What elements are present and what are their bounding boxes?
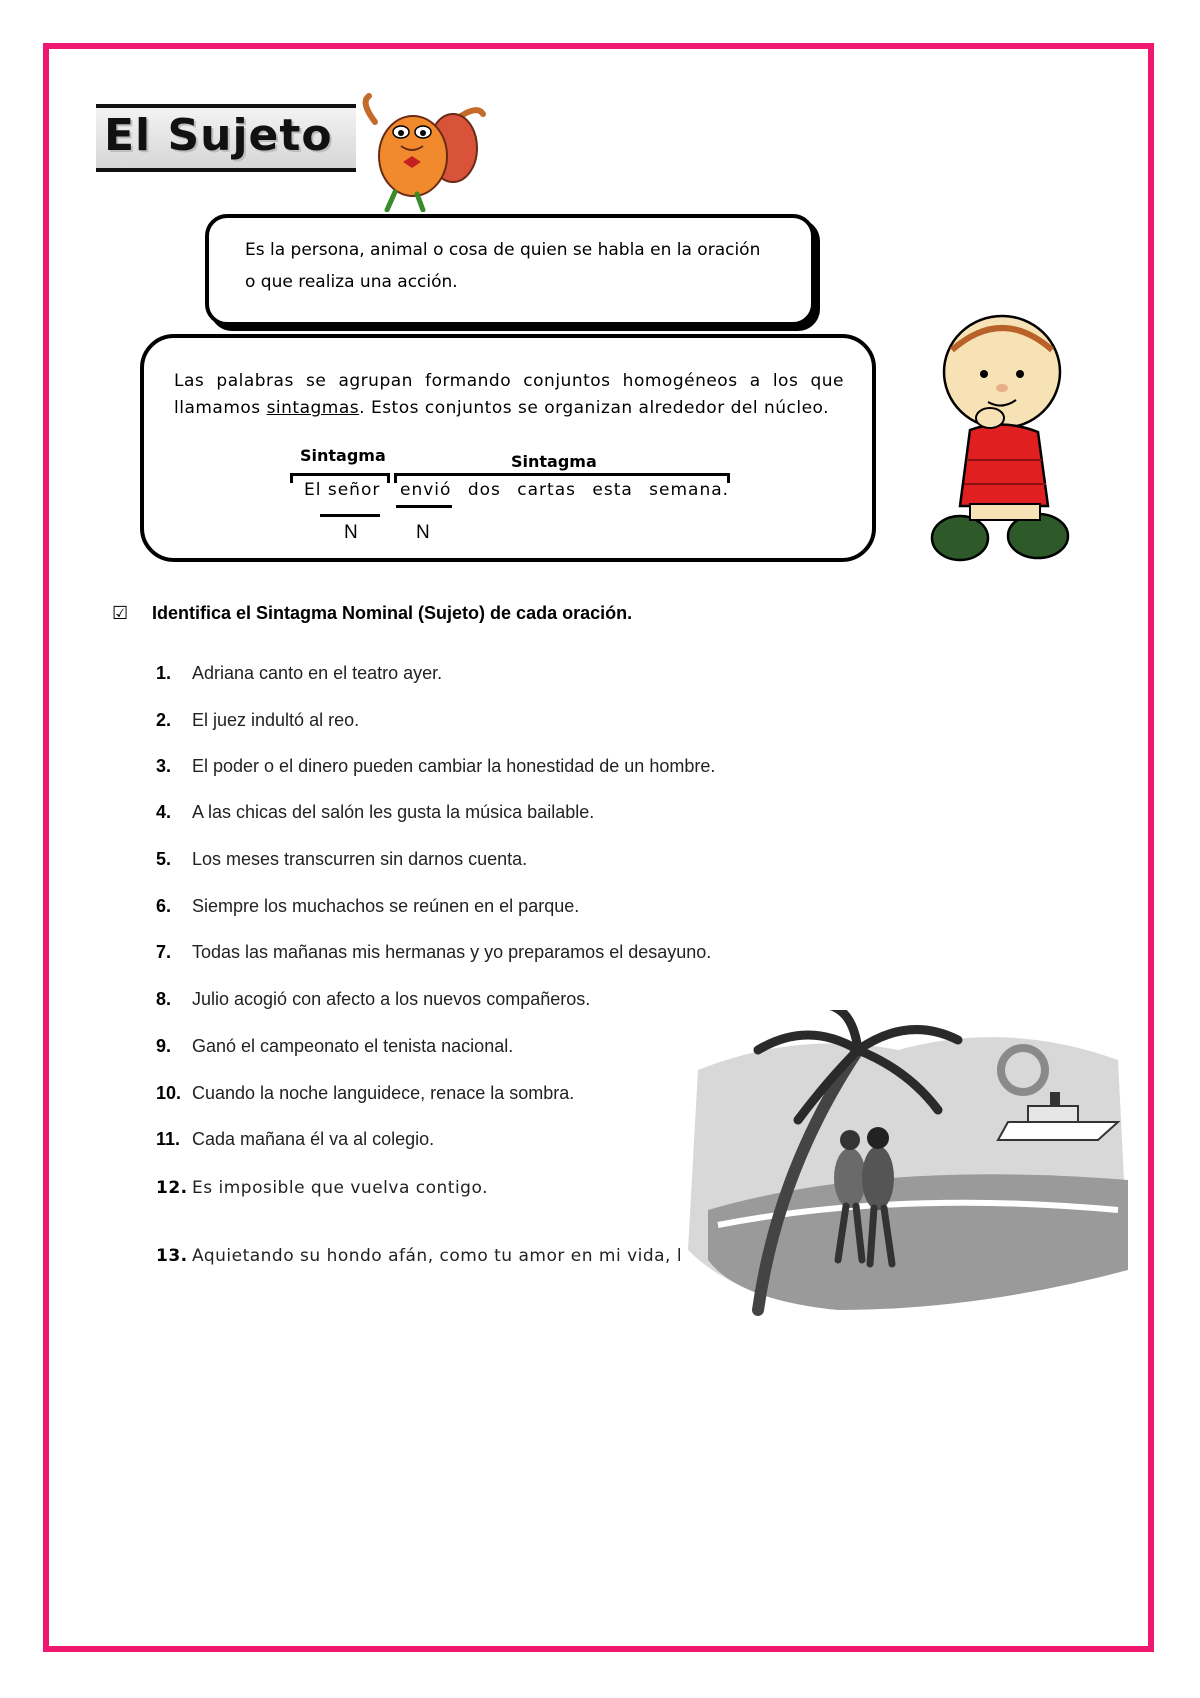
list-item — [156, 1083, 574, 1104]
item-text: Cuando la noche languidece, renace la sombra. — [192, 1083, 575, 1103]
item-number: 3. — [156, 756, 172, 776]
syntagm-label-2: Sintagma — [511, 452, 597, 471]
list-item — [156, 1036, 513, 1057]
syntagm-explanation-box — [140, 334, 876, 562]
list-item — [156, 802, 594, 823]
item-text: Adriana canto en el teatro ayer. — [192, 663, 443, 683]
item-number: 7. — [156, 942, 172, 962]
list-item — [156, 1129, 434, 1150]
definition-text — [245, 234, 785, 298]
item-number: 11. — [156, 1129, 181, 1149]
list-item — [156, 1246, 682, 1266]
paragraph-text-start: Las palabras se agrupan formando conjuntos homogéneos a los que llamamos — [174, 371, 844, 418]
list-item — [156, 989, 590, 1010]
list-item — [156, 756, 715, 777]
nucleus-marker-1: N — [344, 522, 358, 543]
item-number: 10. — [156, 1083, 182, 1103]
syntagm-phrase-1: El señor — [304, 480, 381, 500]
list-item — [156, 942, 711, 963]
item-text: Es imposible que vuelva contigo. — [192, 1178, 488, 1198]
item-number: 9. — [156, 1036, 172, 1056]
item-text: Julio acogió con afecto a los nuevos compañeros. — [192, 989, 591, 1009]
item-text: Cada mañana él va al colegio. — [192, 1129, 435, 1149]
syntagm-paragraph — [174, 368, 844, 422]
item-number: 2. — [156, 710, 172, 730]
exercise-instruction — [112, 603, 632, 624]
nucleus-underline-2 — [396, 505, 452, 508]
definition-line-2: o que realiza una acción. — [245, 272, 458, 292]
syntagm-label-1: Sintagma — [300, 446, 386, 465]
definition-line-1: Es la persona, animal o cosa de quien se habla en la oración — [245, 240, 761, 260]
cartoon-boy-illustration — [930, 310, 1080, 570]
paragraph-underlined-term: sintagmas — [266, 398, 360, 418]
item-text: El juez indultó al reo. — [192, 710, 360, 730]
list-item — [156, 896, 579, 917]
item-text: Ganó el campeonato el tenista nacional. — [192, 1036, 514, 1056]
list-item — [156, 663, 442, 684]
nucleus-marker-2: N — [416, 522, 430, 543]
instruction-text: Identifica el Sintagma Nominal (Sujeto) de cada oración. — [152, 603, 633, 623]
definition-box — [205, 214, 815, 326]
list-item — [156, 1178, 488, 1198]
item-number: 4. — [156, 802, 172, 822]
beach-couple-clipart — [678, 1010, 1133, 1320]
item-text: Aquietando su hondo afán, como tu amor en mi vida, l — [192, 1246, 683, 1266]
checkbox-icon: ☑ — [112, 603, 129, 623]
item-text: A las chicas del salón les gusta la música bailable. — [192, 802, 595, 822]
list-item — [156, 710, 359, 731]
item-number: 6. — [156, 896, 172, 916]
item-text: Todas las mañanas mis hermanas y yo preparamos el desayuno. — [192, 942, 712, 962]
item-number: 13. — [156, 1246, 188, 1266]
page-title: El Sujeto — [104, 110, 333, 161]
nucleus-underline-1 — [320, 514, 380, 517]
item-text: Los meses transcurren sin darnos cuenta. — [192, 849, 528, 869]
syntagm-phrase-2: envió dos cartas esta semana. — [400, 480, 730, 500]
cartoon-creature-illustration — [355, 92, 495, 212]
title-banner — [96, 104, 356, 172]
item-text: Siempre los muchachos se reúnen en el parque. — [192, 896, 580, 916]
item-number: 8. — [156, 989, 172, 1009]
item-text: El poder o el dinero pueden cambiar la honestidad de un hombre. — [192, 756, 716, 776]
list-item — [156, 849, 527, 870]
item-number: 12. — [156, 1178, 188, 1198]
paragraph-text-end: . Estos conjuntos se organizan alrededor del núcleo. — [359, 398, 830, 418]
item-number: 1. — [156, 663, 172, 683]
item-number: 5. — [156, 849, 172, 869]
